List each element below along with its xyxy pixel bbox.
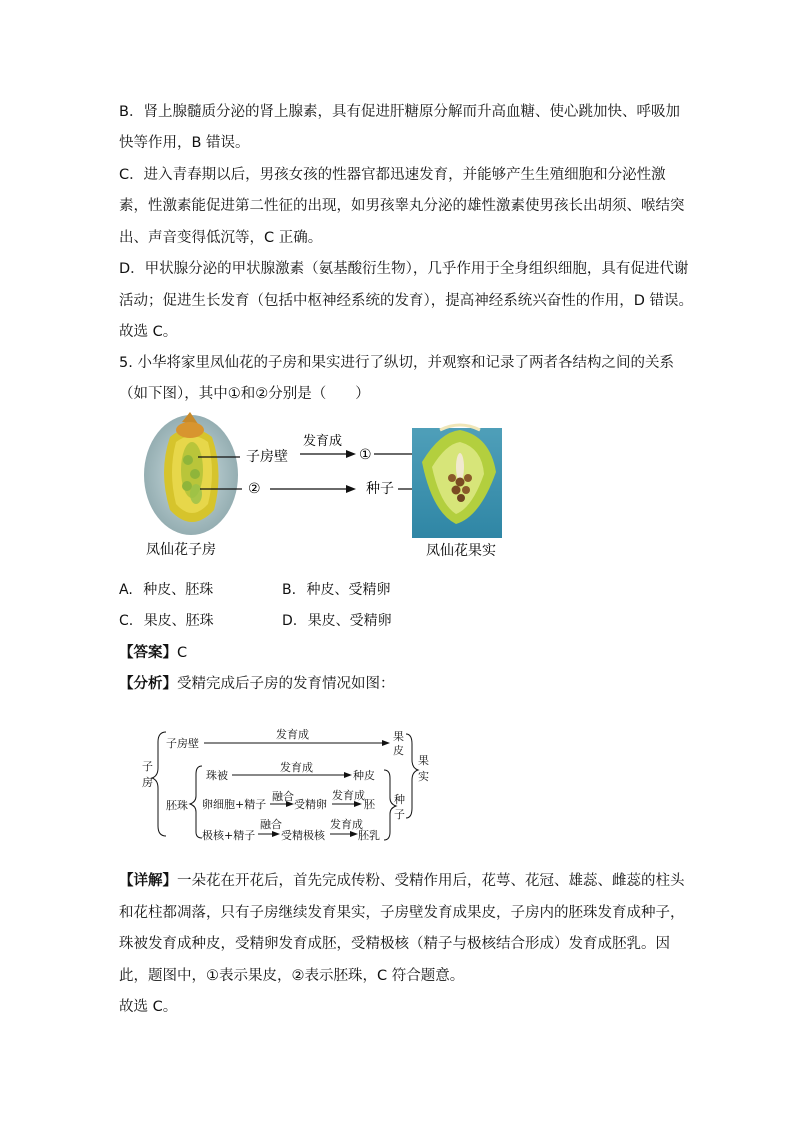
prev-choose-line: 故选 C。	[119, 324, 178, 340]
diagram-develop-4: 发育成	[330, 818, 363, 831]
diagram-guo: 果	[393, 730, 404, 743]
option-a-text: 种皮、胚珠	[143, 582, 214, 598]
diagram-pi: 皮	[393, 744, 404, 757]
option-c-explanation-line1: C．进入青春期以后，男孩女孩的性器官都迅速发育，并能够产生生殖细胞和分泌性激	[119, 167, 666, 183]
analysis-line	[119, 674, 679, 694]
detail-line1	[119, 871, 685, 891]
answer-line	[119, 643, 679, 663]
diagram-ovary-wall: 子房壁	[166, 737, 199, 750]
diagram-develop-1: 发育成	[276, 728, 309, 741]
ovary-fruit-figure	[140, 412, 520, 562]
diagram-fert-polar: 受精极核	[281, 829, 325, 842]
diagram-zhong: 种	[394, 793, 405, 806]
fruit-caption: 凤仙花果实	[426, 543, 496, 559]
option-c-explanation-line3: 出、声音变得低沉等，C 正确。	[119, 230, 323, 246]
option-d-text: 果皮、受精卵	[307, 613, 392, 629]
option-d-label: D.	[282, 613, 298, 629]
ovary-caption: 凤仙花子房	[146, 542, 216, 558]
option-b-explanation-line2: 快等作用，B 错误。	[119, 135, 250, 151]
option-b[interactable]	[282, 580, 391, 600]
diagram-polar-sperm: 极核+精子	[202, 829, 256, 842]
diagram-egg-sperm: 卵细胞+精子	[202, 798, 267, 811]
diagram-zhubei: 珠被	[206, 769, 228, 782]
option-a[interactable]	[119, 580, 213, 600]
ovary-development-diagram	[138, 720, 438, 850]
option-d[interactable]	[282, 611, 392, 631]
diagram-fuse-2: 融合	[260, 818, 282, 831]
diagram-zi: 子	[142, 760, 153, 773]
diagram-peizhu: 胚珠	[166, 799, 188, 812]
ovary-photo	[144, 412, 238, 535]
circle-1-label: ①	[359, 447, 372, 463]
option-d-explanation-line2: 活动；促进生长发育（包括中枢神经系统的发育），提高神经系统兴奋性的作用，D 错误。	[119, 293, 694, 309]
diagram-fert-egg: 受精卵	[294, 798, 327, 811]
question-5-line2: （如下图），其中①和②分别是（ ）	[119, 386, 370, 402]
option-c[interactable]	[119, 611, 214, 631]
diagram-guo-2: 果	[418, 754, 429, 767]
diagram-develop-3: 发育成	[332, 789, 365, 802]
diagram-shi: 实	[418, 770, 429, 783]
circle-2-label: ②	[248, 481, 261, 497]
option-d-explanation-line1: D．甲状腺分泌的甲状腺激素（氨基酸衍生物），几乎作用于全身组织细胞，具有促进代谢	[119, 261, 689, 277]
option-c-text: 果皮、胚珠	[143, 613, 214, 629]
option-b-explanation-line1: B．肾上腺髓质分泌的肾上腺素，具有促进肝糖原分解而升高血糖、使心跳加快、呼吸加	[119, 104, 680, 120]
detail-line4: 此，题图中，①表示果皮，②表示胚珠，C 符合题意。	[119, 968, 465, 984]
diagram-zi2: 子	[394, 808, 405, 821]
option-b-label: B.	[282, 582, 297, 598]
analysis-text: 受精完成后子房的发育情况如图：	[177, 676, 395, 692]
diagram-zhongpi: 种皮	[353, 769, 375, 782]
seed-label: 种子	[366, 481, 394, 497]
option-a-label: A.	[119, 582, 133, 598]
detail-choose: 故选 C。	[119, 999, 178, 1015]
ovary-wall-label: 子房壁	[246, 449, 288, 465]
diagram-endosperm: 胚乳	[358, 829, 380, 842]
answer-tag: 【答案】	[119, 645, 177, 661]
detail-text-1: 一朵花在开花后，首先完成传粉、受精作用后，花萼、花冠、雄蕊、雌蕊的柱头	[177, 873, 685, 889]
detail-line2: 和花柱都凋落，只有子房继续发育果实，子房壁发育成果皮，子房内的胚珠发育成种子，	[119, 905, 685, 921]
option-c-explanation-line2: 素，性激素能促进第二性征的出现，如男孩睾丸分泌的雄性激素使男孩长出胡须、喉结突	[119, 198, 685, 214]
develop-label: 发育成	[303, 434, 343, 449]
fruit-photo	[412, 425, 502, 538]
question-5-line1: 5. 小华将家里凤仙花的子房和果实进行了纵切，并观察和记录了两者各结构之间的关系	[119, 355, 674, 371]
option-c-label: C.	[119, 613, 134, 629]
diagram-fuse-1: 融合	[272, 790, 294, 803]
diagram-fang: 房	[142, 776, 153, 789]
detail-tag: 【详解】	[119, 873, 177, 889]
diagram-embryo: 胚	[364, 798, 375, 811]
answer-value: C	[177, 645, 188, 661]
analysis-tag: 【分析】	[119, 676, 177, 692]
diagram-develop-2: 发育成	[280, 761, 313, 774]
option-b-text: 种皮、受精卵	[306, 582, 391, 598]
detail-line3: 珠被发育成种皮，受精卵发育成胚，受精极核（精子与极核结合形成）发育成胚乳。因	[119, 936, 670, 952]
